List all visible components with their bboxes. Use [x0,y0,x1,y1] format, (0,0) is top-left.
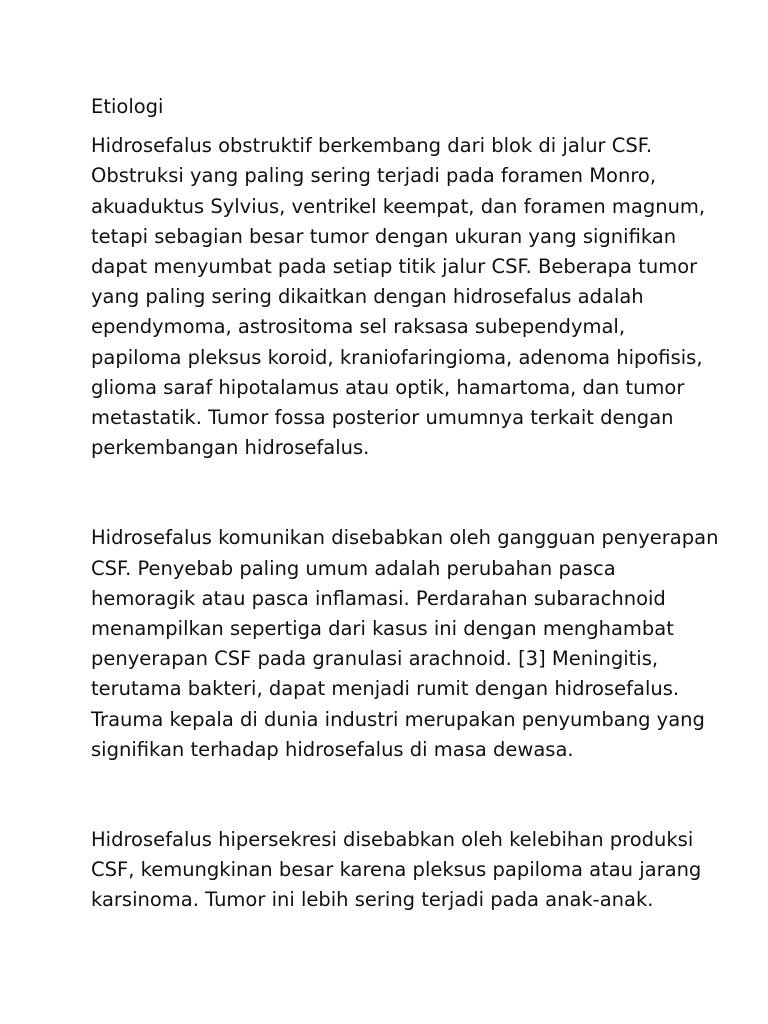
document-page [91,92,719,916]
text-line: metastatik. Tumor fossa posterior umumnya terkait dengan [91,406,674,430]
text-line: Hidrosefalus hipersekresi disebabkan oleh kelebihan produksi [91,828,694,852]
section-heading: Etiologi [91,95,164,118]
text-line: ependymoma, astrositoma sel raksasa subependymal, [91,315,626,339]
text-line: dapat menyumbat pada setiap titik jalur CSF. Beberapa tumor [91,255,698,279]
text-line: Obstruksi yang paling sering terjadi pada foramen Monro, [91,164,657,188]
text-line: CSF, kemungkinan besar karena pleksus papiloma atau jarang [91,858,702,882]
text-line: Hidrosefalus komunikan disebabkan oleh gangguan penyerapan [91,526,719,550]
paragraph-obstructive [91,131,706,463]
text-line: papiloma pleksus koroid, kraniofaringioma, adenoma hipofisis, [91,345,703,369]
text-line: Hidrosefalus obstruktif berkembang dari blok di jalur CSF. [91,134,653,158]
text-line: menampilkan sepertiga dari kasus ini dengan menghambat [91,617,674,641]
text-line: CSF. Penyebab paling umum adalah perubahan pasca [91,556,616,580]
text-line: akuaduktus Sylvius, ventrikel keempat, dan foramen magnum, [91,194,706,218]
text-line: terutama bakteri, dapat menjadi rumit dengan hidrosefalus. [91,677,680,701]
paragraph-communicating [91,523,719,765]
text-line: Trauma kepala di dunia industri merupakan penyumbang yang [91,707,705,731]
text-line: yang paling sering dikaitkan dengan hidrosefalus adalah [91,285,644,309]
text-line: tetapi sebagian besar tumor dengan ukuran yang signifikan [91,224,677,248]
text-line: karsinoma. Tumor ini lebih sering terjadi pada anak-anak. [91,888,654,912]
text-line: hemoragik atau pasca inflamasi. Perdarahan subarachnoid [91,586,666,610]
paragraph-hypersecretory [91,825,702,916]
text-line: perkembangan hidrosefalus. [91,436,370,460]
text-line: penyerapan CSF pada granulasi arachnoid. [3] Meningitis, [91,647,659,671]
text-line: signifikan terhadap hidrosefalus di masa dewasa. [91,737,574,761]
text-line: glioma saraf hipotalamus atau optik, hamartoma, dan tumor [91,375,685,399]
